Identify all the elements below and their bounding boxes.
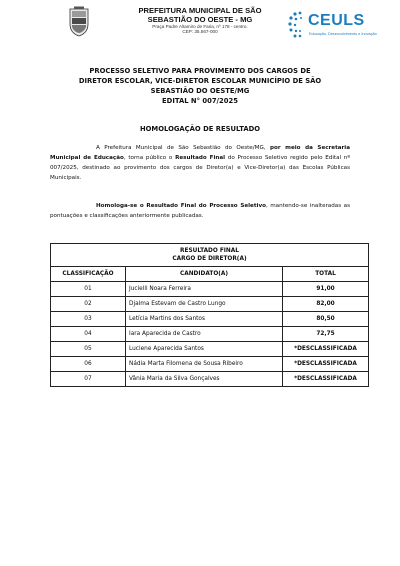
- section-heading: HOMOLOGAÇÃO DE RESULTADO: [139, 125, 261, 133]
- cell-candidate: Vânia Maria da Silva Gonçalves: [126, 372, 283, 387]
- title-line2: DIRETOR ESCOLAR, VICE-DIRETOR ESCOLAR MUNICÍPIO DE SÃO: [78, 77, 322, 85]
- cell-total: 91,00: [283, 282, 369, 297]
- cell-total: *DESCLASSIFICADA: [283, 342, 369, 357]
- table-row: [51, 342, 369, 357]
- cell-rank: 07: [51, 372, 126, 387]
- table-caption: [51, 244, 369, 267]
- table-header-row: [51, 267, 369, 282]
- cell-total: *DESCLASSIFICADA: [283, 372, 369, 387]
- title-line1: PROCESSO SELETIVO PARA PROVIMENTO DOS CARGOS DE: [89, 67, 311, 75]
- table-caption-line1: RESULTADO FINAL: [180, 248, 239, 254]
- p2-text-b: , mantendo-se inalteradas as pontuações e classificações anteriormente publicadas.: [50, 203, 350, 219]
- table-caption-row: [51, 244, 369, 267]
- header-total: TOTAL: [283, 267, 369, 282]
- document-title: [40, 66, 360, 106]
- table-row: [51, 357, 369, 372]
- intro-paragraph: [50, 143, 350, 183]
- cell-total: *DESCLASSIFICADA: [283, 357, 369, 372]
- p1-text-a: A Prefeitura Municipal de São Sebastião do Oeste/MG,: [96, 145, 270, 151]
- cell-rank: 03: [51, 312, 126, 327]
- header-title-line1: PREFEITURA MUNICIPAL DE SÃO: [138, 6, 262, 15]
- p1-text-d: Resultado Final: [175, 155, 226, 161]
- table-row: [51, 297, 369, 312]
- cell-rank: 05: [51, 342, 126, 357]
- cell-candidate: Djalma Estevam de Castro Lungo: [126, 297, 283, 312]
- table-caption-line2: CARGO DE DIRETOR(A): [172, 256, 247, 262]
- cell-rank: 06: [51, 357, 126, 372]
- table-row: [51, 312, 369, 327]
- table-row: [51, 282, 369, 297]
- homologation-paragraph: [50, 201, 350, 221]
- cell-candidate: Iara Aparecida de Castro: [126, 327, 283, 342]
- cell-rank: 04: [51, 327, 126, 342]
- p1-text-b: por meio da Secretaria Municipal de Educação: [50, 145, 351, 161]
- results-table: [50, 243, 369, 387]
- table-row: [51, 327, 369, 342]
- cell-total: 72,75: [283, 327, 369, 342]
- cell-candidate: Luciene Aparecida Santos: [126, 342, 283, 357]
- title-line4: EDITAL N° 007/2025: [162, 97, 238, 105]
- header-candidato: CANDIDATO(A): [126, 267, 283, 282]
- cell-candidate: Jucielli Noara Ferreira: [126, 282, 283, 297]
- header-title-line2: SEBASTIÃO DO OESTE - MG: [147, 15, 253, 24]
- title-line3: SEBASTIÃO DO OESTE/MG: [150, 87, 250, 95]
- p1-text-e: do Processo Seletivo regido pelo Edital nº 007/2025, destinado ao provimento dos cargos de Diretor(a) e Vice-Diretor(a) das Escolas Públicas Municipais.: [50, 155, 350, 181]
- cell-total: 80,50: [283, 312, 369, 327]
- cell-candidate: Letícia Martins dos Santos: [126, 312, 283, 327]
- cell-rank: 02: [51, 297, 126, 312]
- header-classificacao: CLASSIFICAÇÃO: [51, 267, 126, 282]
- table-row: [51, 372, 369, 387]
- p2-text-a: Homologa-se o Resultado Final do Processo Seletivo: [96, 203, 266, 209]
- cell-candidate: Nádia Marta Filomena de Sousa Ribeiro: [126, 357, 283, 372]
- header-cep: CEP: 35.567-000: [182, 29, 218, 35]
- cell-total: 82,00: [283, 297, 369, 312]
- municipal-crest-icon: [67, 6, 91, 38]
- logo-wordmark: CEULS: [308, 12, 365, 29]
- header-block: [100, 6, 300, 35]
- logo-tagline: Educação, Desenvolvimento e Inovação: [309, 32, 377, 36]
- p1-text-c: , torna público o: [123, 155, 176, 161]
- header-address: Praça Padre Altamiro de Faria, nº 178 - centro.: [152, 24, 248, 29]
- cell-rank: 01: [51, 282, 126, 297]
